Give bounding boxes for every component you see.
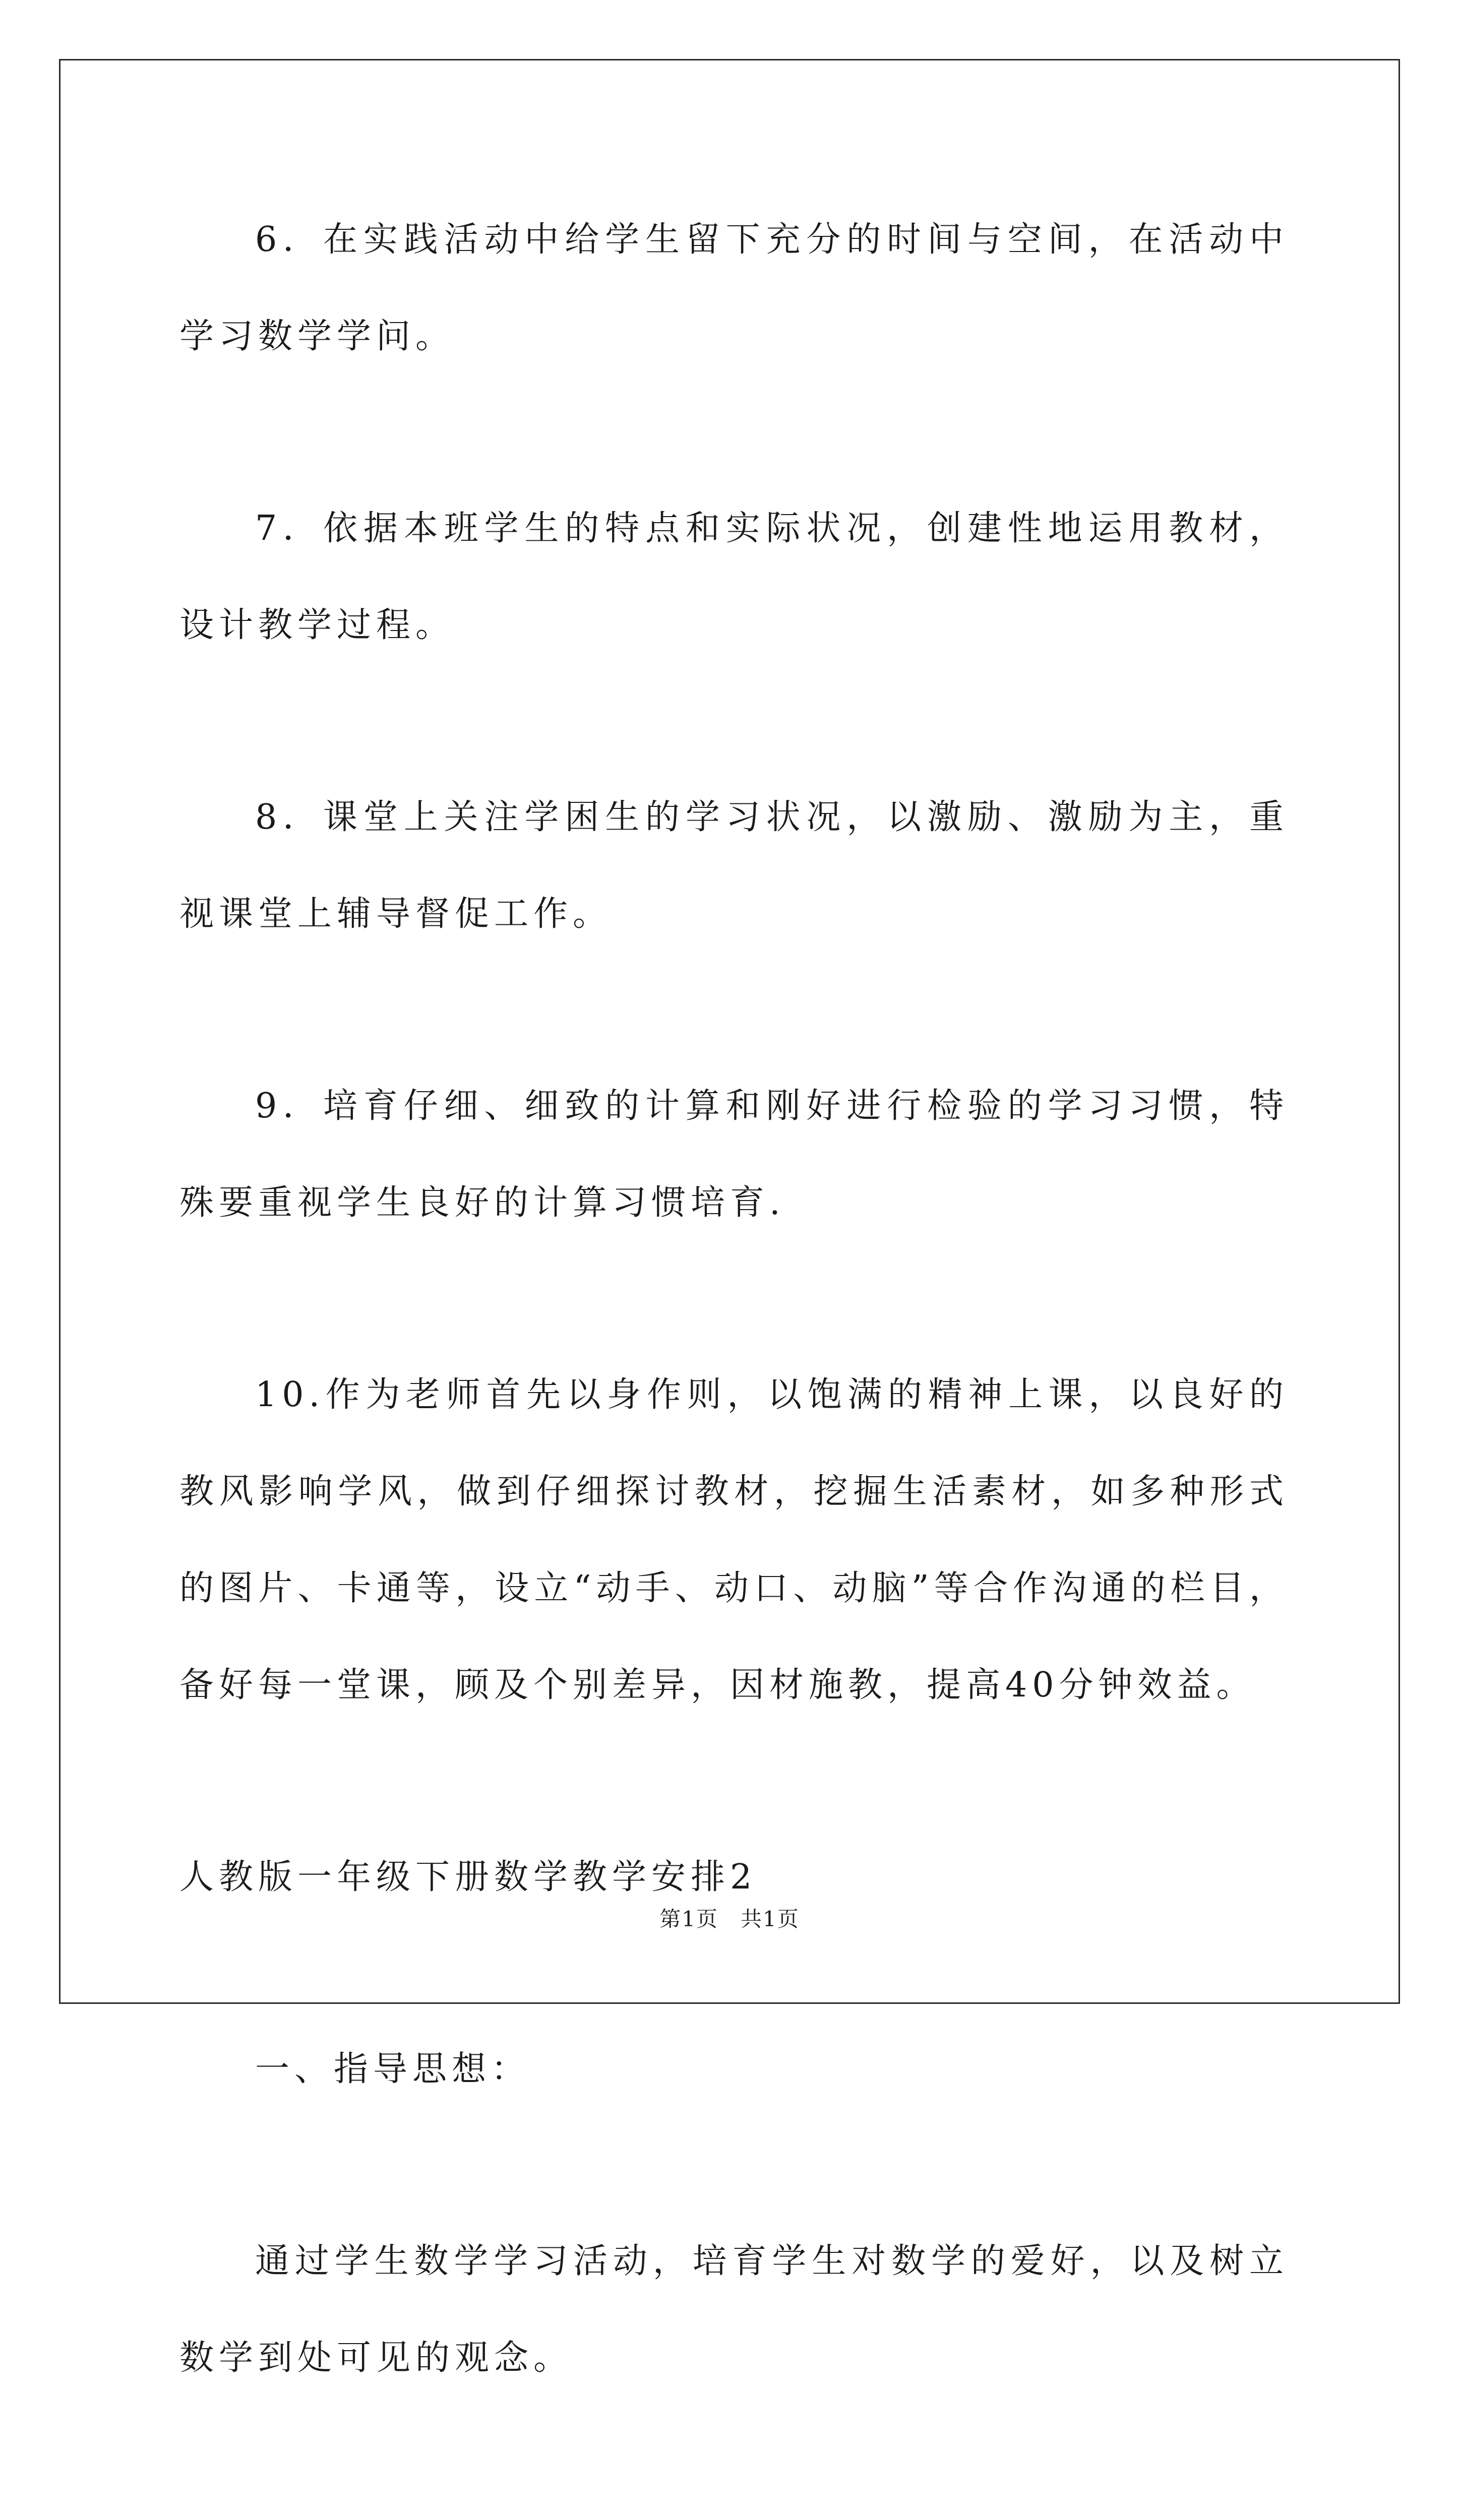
paragraph-10: 10.作为老师首先以身作则，以饱满的精神上课，以良好的教风影响学风，做到仔细探讨教材，挖掘生活素材，如多种形式的图片、卡通等，设立“动手、动口、动脑”等合作沟通的栏目，备好每一堂课，顾及个别差异，因材施教，提高40分钟效益。 — [179, 1375, 1289, 1705]
document-body — [179, 192, 1289, 2520]
page-footer: 第1页 共1页 — [659, 1907, 800, 1931]
paragraph-9: 9．培育仔细、细致的计算和刚好进行检验的学习习惯，特殊要重视学生良好的计算习惯培育. — [179, 1086, 1289, 1223]
paragraph-8: 8．课堂上关注学困生的学习状况，以激励、激励为主，重视课堂上辅导督促工作。 — [179, 797, 1289, 934]
paragraph-6: 6．在实践活动中给学生留下充分的时间与空间，在活动中学习数学学问。 — [179, 220, 1289, 356]
paragraph-7: 7．依据本班学生的特点和实际状况，创建性地运用教材，设计教学过程。 — [179, 509, 1289, 645]
textbook-analysis-heading — [179, 2502, 1289, 2520]
guiding-ideology-heading: 一、指导思想： — [255, 2049, 531, 2089]
guiding-ideology-text: 通过学生数学学习活动，培育学生对数学的爱好，以及树立数学到处可见的观念。 — [179, 2241, 1289, 2378]
section-title: 人教版一年级下册数学教学安排2 — [179, 1857, 757, 1897]
